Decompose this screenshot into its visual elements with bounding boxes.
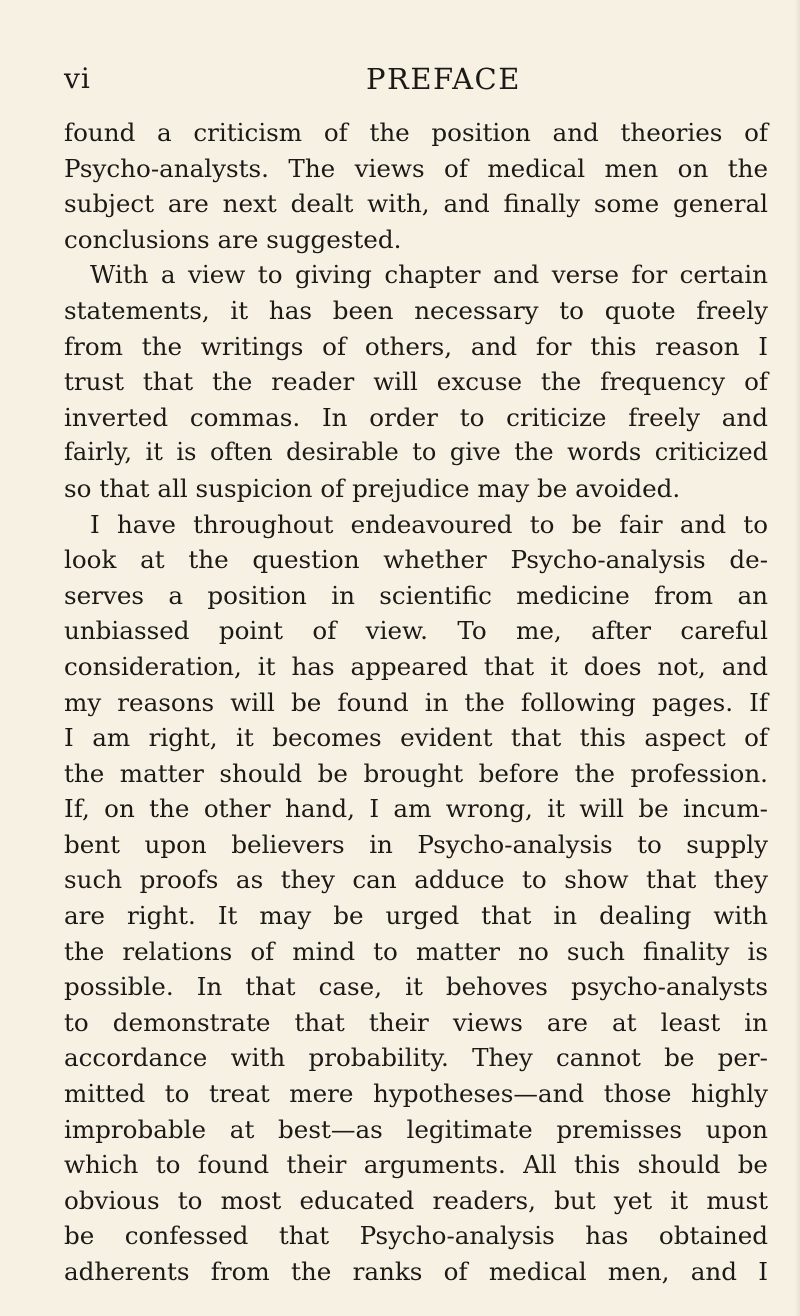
text-line: statements, it has been necessary to quote freely [64,295,768,325]
text-line: bent upon believers in Psycho-analysis to supply [64,829,768,859]
text-line: trust that the reader will excuse the frequency of [64,367,768,397]
text-line: consideration, it has appeared that it does not, and [64,651,768,681]
text-line: If, on the other hand, I am wrong, it will be incum- [64,794,768,824]
text-line: such proofs as they can adduce to show that they [64,865,768,895]
text-line: the relations of mind to matter no such finality is [64,936,768,966]
page-header [64,62,764,106]
text-line: inverted commas. In order to criticize freely and [64,402,768,432]
text-line: possible. In that case, it behoves psycho-analysts [64,972,768,1002]
text-line: Psycho-analysts. The views of medical men on the [64,153,768,183]
text-line: mitted to treat mere hypotheses—and those highly [64,1079,768,1109]
page-edge-shadow [794,0,800,1316]
text-line: are right. It may be urged that in dealing with [64,901,768,931]
running-head: PREFACE [366,62,521,96]
text-line: so that all suspicion of prejudice may be avoided. [64,473,681,503]
text-line: obvious to most educated readers, but yet it must [64,1185,768,1215]
text-line: accordance with probability. They cannot be per- [64,1043,768,1073]
text-line: found a criticism of the position and theories of [64,118,768,147]
text-line: With a view to giving chapter and verse for certain [90,260,768,290]
text-line: be confessed that Psycho-analysis has obtained [64,1221,768,1251]
text-line: from the writings of others, and for this reason I [64,331,768,361]
text-line: serves a position in scientific medicine from an [64,580,768,610]
text-line: my reasons will be found in the following pages. If [64,687,768,717]
text-line: adherents from the ranks of medical men, and I [64,1257,768,1286]
text-line: the matter should be brought before the profession. [64,758,768,788]
text-line: I am right, it becomes evident that this aspect of [64,723,768,753]
text-line: unbiassed point of view. To me, after careful [64,616,768,646]
body-text [64,115,768,1290]
text-line: look at the question whether Psycho-analysis de- [64,545,768,575]
text-line: improbable at best—as legitimate premisses upon [64,1114,768,1144]
text-line: to demonstrate that their views are at least in [64,1007,768,1037]
text-line: which to found their arguments. All this should be [64,1150,768,1180]
page-number: vi [64,62,91,95]
text-line: fairly, it is often desirable to give the words criticized [64,438,768,467]
text-line: subject are next dealt with, and finally some general [64,189,768,219]
text-line: conclusions are suggested. [64,224,402,254]
text-line: I have throughout endeavoured to be fair and to [90,509,768,539]
